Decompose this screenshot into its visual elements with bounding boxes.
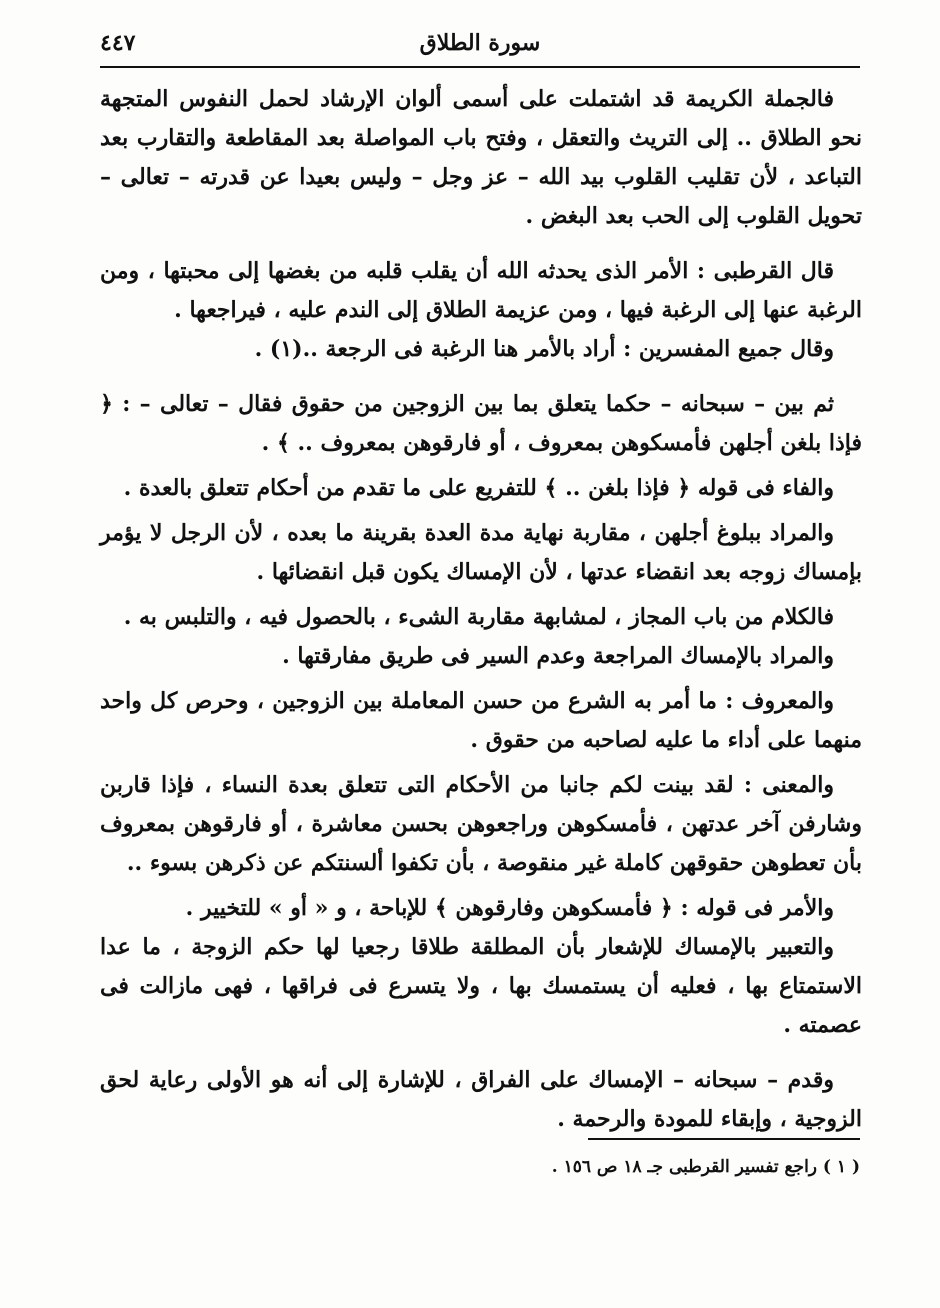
paragraph: وقال جميع المفسرين : أراد بالأمر هنا الرغبة فى الرجعة ..(١) . bbox=[254, 336, 834, 362]
surah-title: سورة الطلاق bbox=[419, 30, 541, 56]
paragraph: والمراد بالإمساك المراجعة وعدم السير فى طريق مفارقتها . bbox=[282, 643, 834, 669]
paragraph: فالجملة الكريمة قد اشتملت على أسمى ألوان الإرشاد لحمل النفوس المتجهة نحو الطلاق .. إلى التريث والتعقل ، وفتح باب المواصلة بعد المقاطعة والتقارب بعد التباعد ، لأن تقليب القلوب بيد الله – عز وجل – وليس بعيدا عن قدرته – تعالى – تحويل القلوب إلى الحب بعد البغض . bbox=[100, 86, 862, 229]
paragraph: فالكلام من باب المجاز ، لمشابهة مقاربة الشىء ، بالحصول فيه ، والتلبس به . bbox=[123, 604, 834, 630]
paragraph: والفاء فى قوله ﴿ فإذا بلغن .. ﴾ للتفريع على ما تقدم من أحكام تتعلق بالعدة . bbox=[123, 475, 834, 501]
paragraph: والمعروف : ما أمر به الشرع من حسن المعاملة بين الزوجين ، وحرص كل واحد منهما على أداء ما عليه لصاحبه من حقوق . bbox=[100, 688, 862, 753]
page-body bbox=[100, 80, 862, 1139]
paragraph: والمراد ببلوغ أجلهن ، مقاربة نهاية مدة العدة بقرينة ما بعده ، لأن الرجل لا يؤمر بإمساك زوجه بعد انقضاء عدتها ، لأن الإمساك يكون قبل انقضائها . bbox=[100, 520, 862, 585]
paragraph: وقدم – سبحانه – الإمساك على الفراق ، للإشارة إلى أنه هو الأولى رعاية لحق الزوجية ، وإبقاء للمودة والرحمة . bbox=[100, 1067, 862, 1132]
header-divider bbox=[100, 66, 860, 68]
footnote: ( ١ ) راجع تفسير القرطبى جـ ١٨ ص ١٥٦ . bbox=[551, 1157, 860, 1177]
paragraph: والأمر فى قوله : ﴿ فأمسكوهن وفارقوهن ﴾ للإباحة ، و « أو » للتخيير . bbox=[185, 895, 834, 921]
paragraph: قال القرطبى : الأمر الذى يحدثه الله أن يقلب قلبه من بغضها إلى محبتها ، ومن الرغبة عنها إلى الرغبة فيها ، ومن عزيمة الطلاق إلى الندم عليه ، فيراجعها . bbox=[100, 258, 862, 323]
footnote-divider bbox=[588, 1138, 860, 1140]
page-header bbox=[100, 22, 860, 66]
paragraph: ثم بين – سبحانه – حكما يتعلق بما بين الزوجين من حقوق فقال – تعالى – : ﴿ فإذا بلغن أجلهن فأمسكوهن بمعروف ، أو فارقوهن بمعروف .. ﴾ . bbox=[100, 391, 862, 456]
paragraph: والمعنى : لقد بينت لكم جانبا من الأحكام التى تتعلق بعدة النساء ، فإذا قاربن وشارفن آخر عدتهن ، فأمسكوهن وراجعوهن بحسن معاشرة ، أو فارقوهن بمعروف بأن تعطوهن حقوقهن كاملة غير منقوصة ، بأن تكفوا ألسنتكم عن ذكرهن بسوء .. bbox=[100, 772, 862, 876]
page-number: ٤٤٧ bbox=[100, 30, 136, 56]
paragraph: والتعبير بالإمساك للإشعار بأن المطلقة طلاقا رجعيا لها حكم الزوجة ، ما عدا الاستمتاع بها ، فعليه أن يستمسك بها ، ولا يتسرع فى فراقها ، فهى مازالت فى عصمته . bbox=[100, 934, 862, 1038]
